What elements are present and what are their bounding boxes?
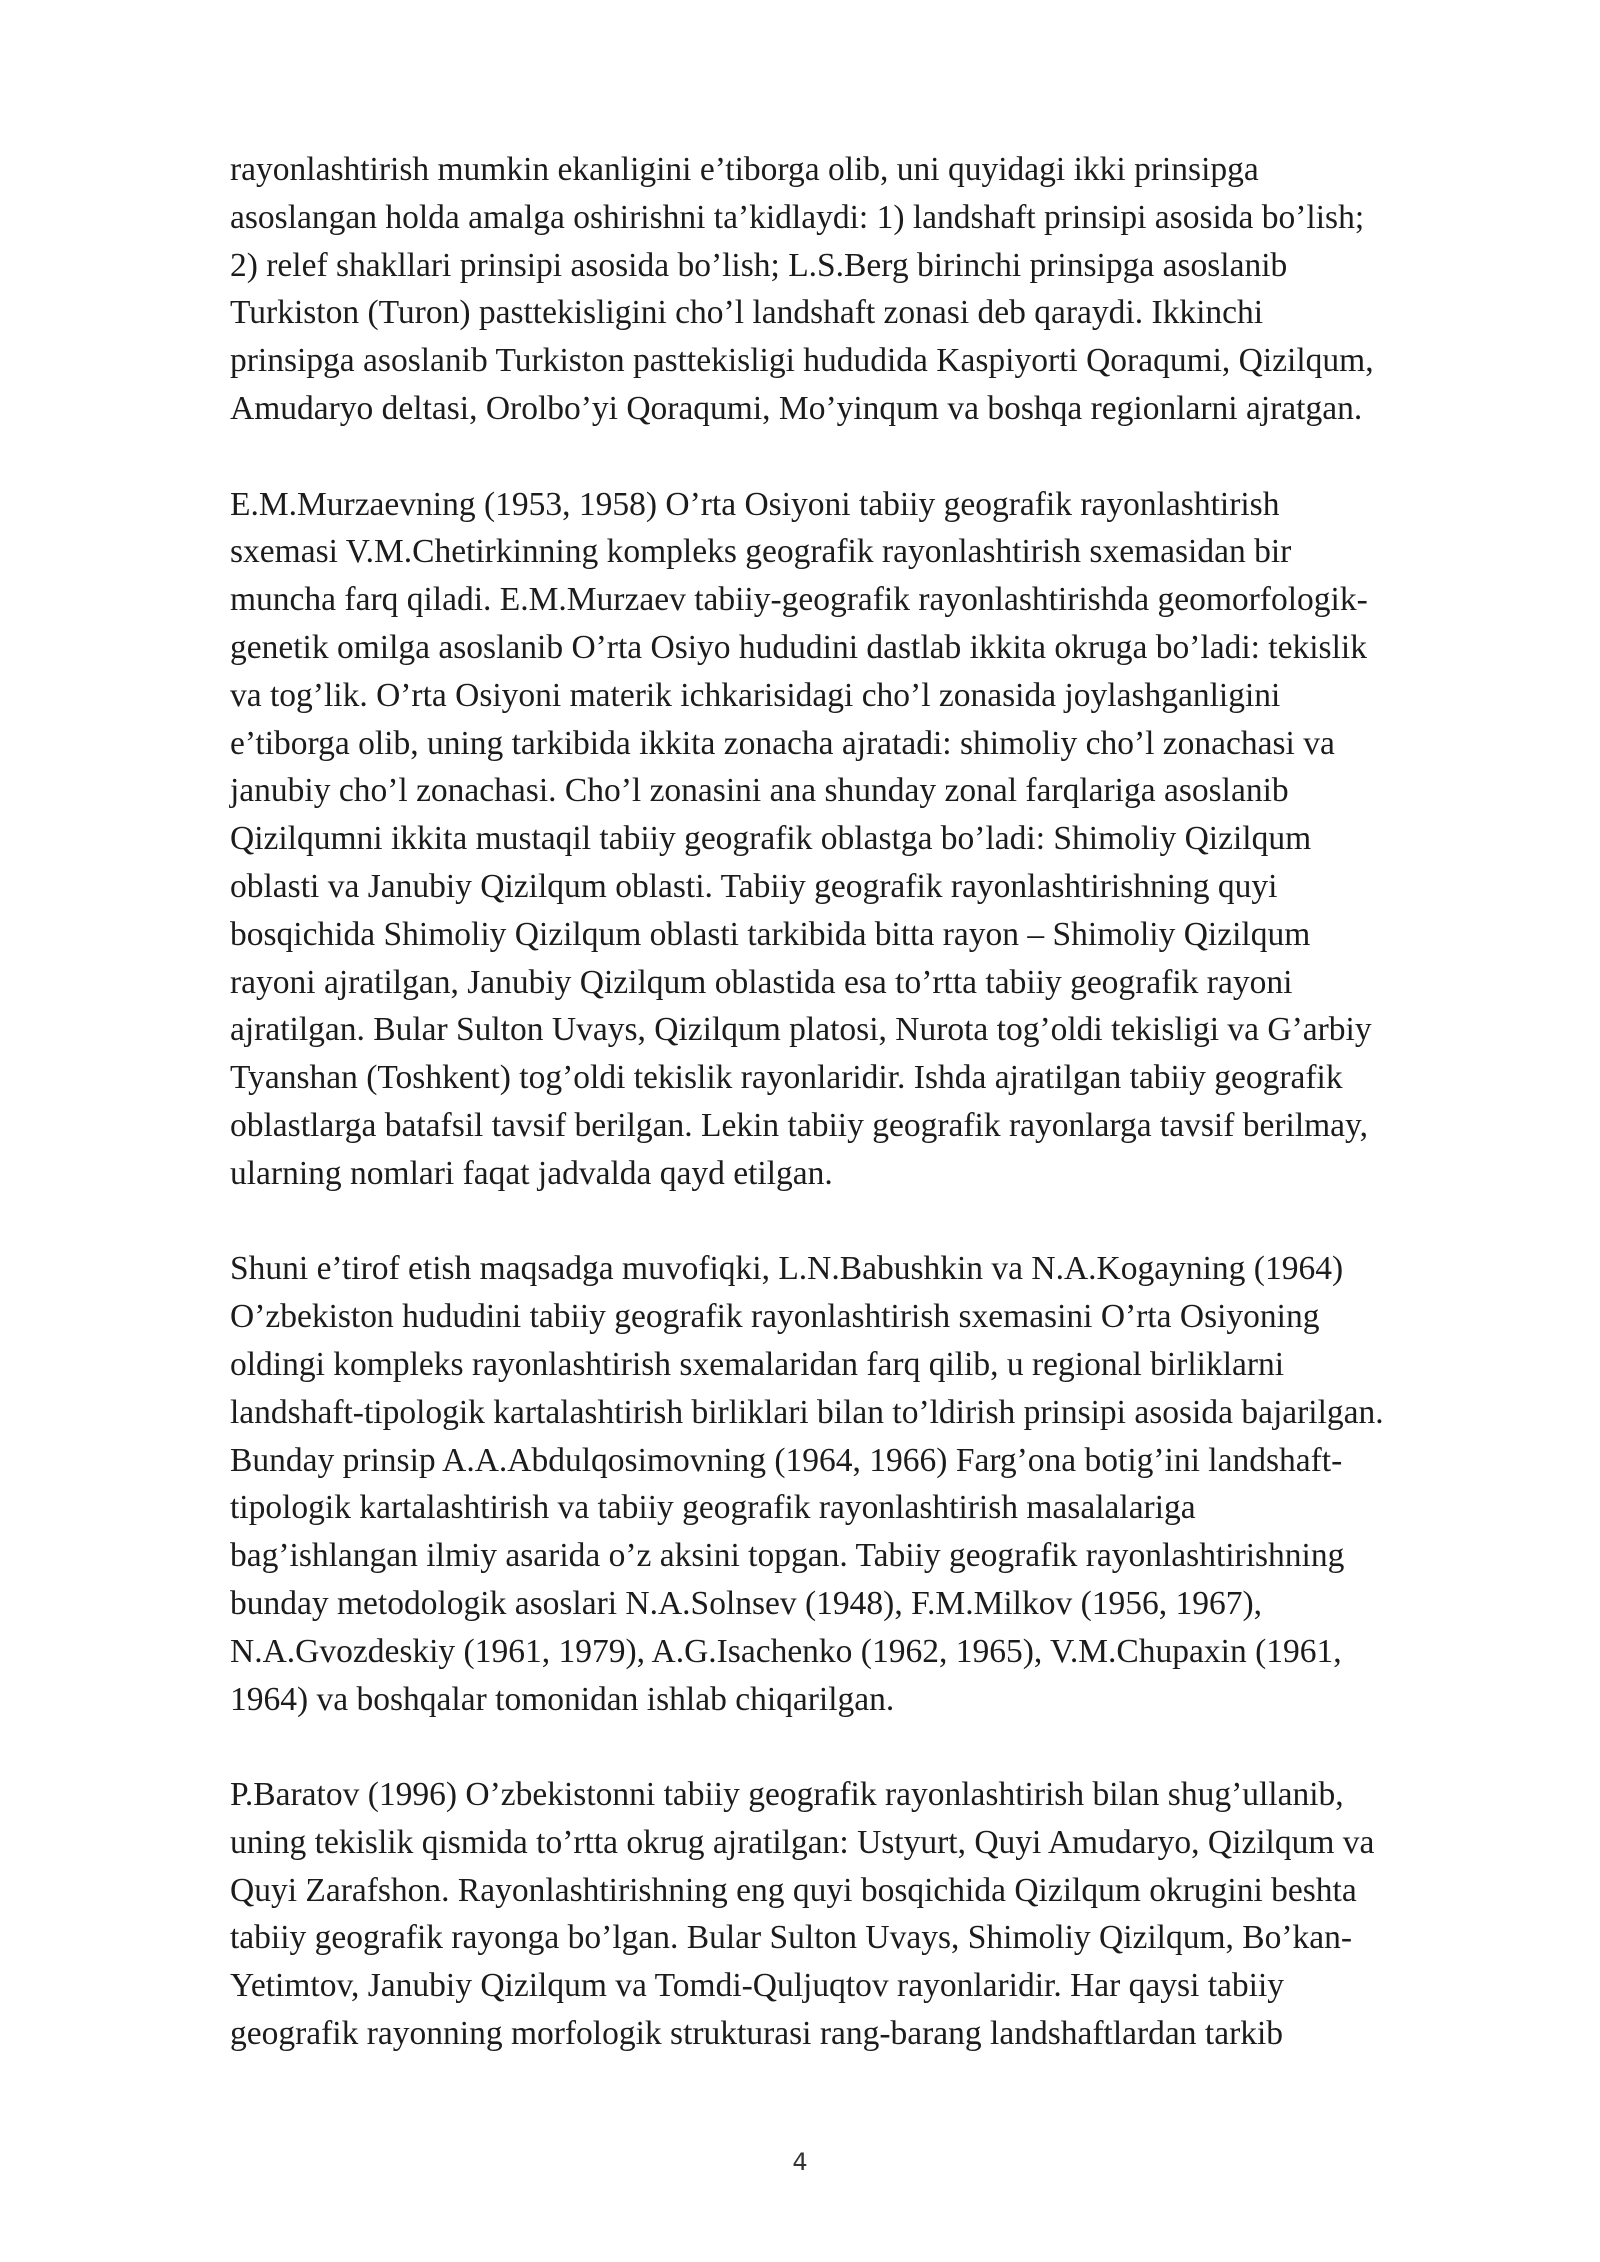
text-line: N.A.Gvozdeskiy (1961, 1979), A.G.Isachenko (1962, 1965), V.M.Chupaxin (1961,: [230, 1632, 1342, 1670]
text-line: uning tekislik qismida to’rtta okrug ajratilgan: Ustyurt, Quyi Amudaryo, Qizilqum va: [230, 1823, 1375, 1861]
text-line: prinsipga asoslanib Turkiston pasttekisligi hududida Kaspiyorti Qoraqumi, Qizilqum,: [230, 342, 1374, 380]
paragraph: [230, 146, 1492, 433]
text-line: 2) relef shakllari prinsipi asosida bo’lish; L.S.Berg birinchi prinsipga asoslanib: [230, 246, 1288, 284]
text-line: tipologik kartalashtirish va tabiiy geografik rayonlashtirish masalalariga: [230, 1489, 1196, 1527]
text-line: P.Baratov (1996) O’zbekistonni tabiiy geografik rayonlashtirish bilan shug’ullanib,: [230, 1776, 1344, 1814]
text-line: Bunday prinsip A.A.Abdulqosimovning (1964, 1966) Farg’ona botig’ini landshaft-: [230, 1441, 1343, 1479]
text-line: Amudaryo deltasi, Orolbo’yi Qoraqumi, Mo’yinqum va boshqa regionlarni ajratgan.: [230, 389, 1363, 427]
text-line: oblasti va Janubiy Qizilqum oblasti. Tabiiy geografik rayonlashtirishning quyi: [230, 867, 1278, 905]
text-line: Tyanshan (Toshkent) tog’oldi tekislik rayonlaridir. Ishda ajratilgan tabiiy geografik: [230, 1059, 1343, 1097]
text-line: Qizilqumni ikkita mustaqil tabiiy geografik oblastga bo’ladi: Shimoliy Qizilqum: [230, 820, 1312, 858]
text-line: ularning nomlari faqat jadvalda qayd etilgan.: [230, 1154, 833, 1192]
page-number: 4: [792, 2148, 808, 2176]
text-line: oblastlarga batafsil tavsif berilgan. Lekin tabiiy geografik rayonlarga tavsif berilmay,: [230, 1106, 1369, 1144]
text-line: O’zbekiston hududini tabiiy geografik rayonlashtirish sxemasini O’rta Osiyoning: [230, 1298, 1320, 1336]
text-line: Quyi Zarafshon. Rayonlashtirishning eng quyi bosqichida Qizilqum okrugini beshta: [230, 1871, 1357, 1909]
paragraph: [230, 1771, 1492, 2058]
text-line: rayonlashtirish mumkin ekanligini e’tiborga olib, uni quyidagi ikki prinsipga: [230, 151, 1259, 188]
text-line: bag’ishlangan ilmiy asarida o’z aksini topgan. Tabiiy geografik rayonlashtirishning: [230, 1537, 1345, 1575]
text-line: tabiiy geografik rayonga bo’lgan. Bular Sulton Uvays, Shimoliy Qizilqum, Bo’kan-: [230, 1919, 1353, 1957]
text-line: landshaft-tipologik kartalashtirish birliklari bilan to’ldirish prinsipi asosida bajarilgan.: [230, 1393, 1384, 1431]
text-line: rayoni ajratilgan, Janubiy Qizilqum oblastida esa to’rtta tabiiy geografik rayoni: [230, 963, 1293, 1001]
text-line: oldingi kompleks rayonlashtirish sxemalaridan farq qilib, u regional birliklarni: [230, 1345, 1285, 1383]
text-line: e’tiborga olib, uning tarkibida ikkita zonacha ajratadi: shimoliy cho’l zonachasi va: [230, 724, 1335, 762]
text-line: bunday metodologik asoslari N.A.Solnsev (1948), F.M.Milkov (1956, 1967),: [230, 1584, 1263, 1622]
text-line: ajratilgan. Bular Sulton Uvays, Qizilqum platosi, Nurota tog’oldi tekisligi va G’arbiy: [230, 1011, 1372, 1049]
text-line: geografik rayonning morfologik strukturasi rang-barang landshaftlardan tarkib: [230, 2015, 1284, 2053]
text-line: bosqichida Shimoliy Qizilqum oblasti tarkibida bitta rayon – Shimoliy Qizilqum: [230, 915, 1311, 953]
text-line: E.M.Murzaevning (1953, 1958) O’rta Osiyoni tabiiy geografik rayonlashtirish: [230, 485, 1280, 523]
body-text: [230, 146, 1492, 2106]
text-line: 1964) va boshqalar tomonidan ishlab chiqarilgan.: [230, 1680, 895, 1718]
text-line: Yetimtov, Janubiy Qizilqum va Tomdi-Quljuqtov rayonlaridir. Har qaysi tabiiy: [230, 1967, 1285, 2005]
text-line: va tog’lik. O’rta Osiyoni materik ichkarisidagi cho’l zonasida joylashganligini: [230, 676, 1281, 714]
paragraph: [230, 1245, 1492, 1723]
paragraph: [230, 481, 1492, 1198]
text-line: asoslangan holda amalga oshirishni ta’kidlaydi: 1) landshaft prinsipi asosida bo’lish;: [230, 198, 1365, 236]
text-line: Turkiston (Turon) pasttekisligini cho’l landshaft zonasi deb qaraydi. Ikkinchi: [230, 294, 1264, 332]
text-line: muncha farq qiladi. E.M.Murzaev tabiiy-geografik rayonlashtirishda geomorfologik-: [230, 581, 1368, 619]
text-line: sxemasi V.M.Chetirkinning kompleks geografik rayonlashtirish sxemasidan bir: [230, 533, 1292, 571]
text-line: genetik omilga asoslanib O’rta Osiyo hududini dastlab ikkita okruga bo’ladi: tekislik: [230, 628, 1367, 666]
text-line: janubiy cho’l zonachasi. Cho’l zonasini ana shunday zonal farqlariga asoslanib: [230, 772, 1289, 810]
text-line: Shuni e’tirof etish maqsadga muvofiqki, L.N.Babushkin va N.A.Kogayning (1964): [230, 1250, 1344, 1288]
